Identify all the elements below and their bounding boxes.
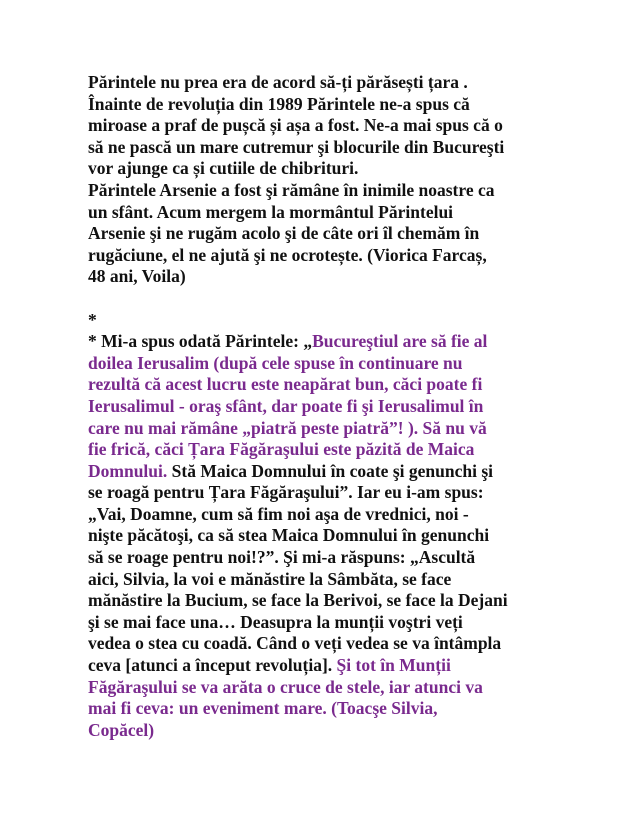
blank-line bbox=[88, 288, 548, 310]
highlighted-line: Copăcel) bbox=[88, 719, 155, 740]
paragraph-2 bbox=[88, 180, 548, 288]
text-line: „Vai, Doamne, cum să fim noi aşa de vrednici, noi - bbox=[88, 503, 469, 524]
text-line: aici, Silvia, la voi e mănăstire la Sâmbăta, se face bbox=[88, 568, 452, 589]
text-line: Părintele Arsenie a fost şi rămâne în inimile noastre ca bbox=[88, 179, 495, 200]
text-segment: * Mi-a spus odată Părintele: „ bbox=[88, 331, 313, 352]
text-line bbox=[88, 331, 548, 353]
text-line: se roagă pentru Țara Făgăraşului”. Iar eu i-am spus: bbox=[88, 482, 484, 503]
highlighted-line: Făgăraşului se va arăta o cruce de stele, iar atunci va bbox=[88, 676, 483, 697]
text-line: vedea o stea cu coadă. Când o veți vedea se va întâmpla bbox=[88, 633, 502, 654]
text-line: şi se mai face una… Deasupra la munții voştri veți bbox=[88, 611, 463, 632]
text-line bbox=[88, 655, 548, 677]
highlighted-line: doilea Ierusalim (după cele spuse în continuare nu bbox=[88, 352, 463, 373]
text-line: mănăstire la Bucium, se face la Berivoi, se face la Dejani bbox=[88, 590, 508, 611]
highlighted-line: mai fi ceva: un eveniment mare. (Toacşe Silvia, bbox=[88, 698, 438, 719]
highlighted-text: Şi tot în Munții bbox=[336, 655, 451, 676]
text-line: Înainte de revoluția din 1989 Părintele ne-a spus că bbox=[88, 93, 470, 114]
quote-paragraph bbox=[88, 331, 548, 741]
document-page bbox=[88, 72, 548, 741]
text-segment: ceva [atunci a început revoluția]. bbox=[88, 655, 337, 676]
text-line: Părintele nu prea era de acord să-ți părăsești țara . bbox=[88, 72, 468, 92]
highlighted-line: care nu mai rămâne „piatră peste piatră”! ). Să nu vă bbox=[88, 417, 487, 438]
separator-asterisk: * bbox=[88, 309, 97, 330]
text-line: miroase a praf de pușcă și așa a fost. Ne-a mai spus că o bbox=[88, 115, 503, 136]
text-line bbox=[88, 461, 548, 483]
text-line: vor ajunge ca și cutiile de chibrituri. bbox=[88, 158, 359, 179]
text-line: Arsenie şi ne rugăm acolo şi de câte ori îl chemăm în bbox=[88, 223, 480, 244]
highlighted-text: Domnului. bbox=[88, 460, 168, 481]
text-line: nişte păcătoşi, ca să stea Maica Domnului în genunchi bbox=[88, 525, 490, 546]
highlighted-line: Ierusalimul - oraş sfânt, dar poate fi şi Ierusalimul în bbox=[88, 395, 484, 416]
text-line: 48 ani, Voila) bbox=[88, 266, 186, 287]
text-line: să se roage pentru noi!?”. Şi mi-a răspuns: „Ascultă bbox=[88, 547, 476, 568]
text-line: rugăciune, el ne ajută şi ne ocrotește. (Viorica Farcaș, bbox=[88, 244, 487, 265]
highlighted-line: fie frică, căci Țara Făgăraşului este păzită de Maica bbox=[88, 439, 475, 460]
highlighted-text: Bucureştiul are să fie al bbox=[312, 331, 488, 352]
text-line: un sfânt. Acum mergem la mormântul Părintelui bbox=[88, 201, 454, 222]
paragraph-1 bbox=[88, 72, 548, 180]
highlighted-line: rezultă că acest lucru este neapărat bun, căci poate fi bbox=[88, 374, 483, 395]
text-line: să ne pască un mare cutremur şi blocurile din Bucureşti bbox=[88, 136, 505, 157]
text-segment: Stă Maica Domnului în coate şi genunchi şi bbox=[167, 460, 493, 481]
